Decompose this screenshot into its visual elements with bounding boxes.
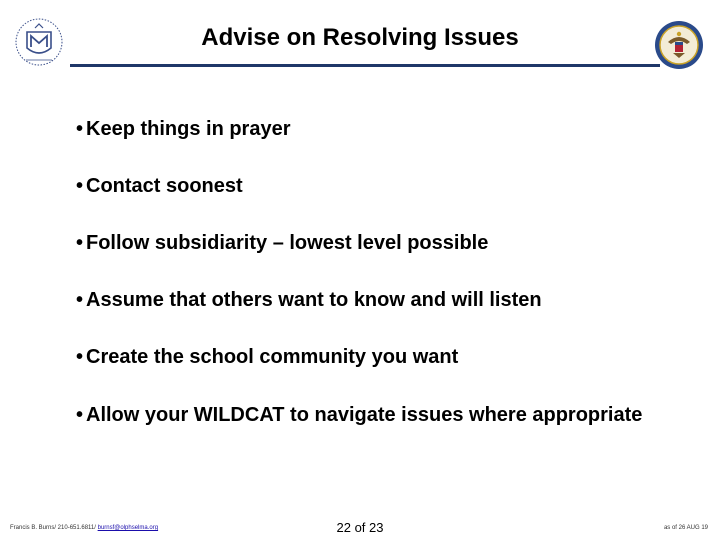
page-current: 22 (336, 520, 351, 535)
bullet-glyph: • (76, 118, 84, 140)
bullet-item (76, 173, 646, 199)
footer-date: as of 26 AUG 19 (663, 525, 708, 531)
bullet-text: Follow subsidiarity – lowest level possible (86, 232, 489, 254)
bullet-text: Keep things in prayer (86, 118, 291, 140)
bullet-glyph: • (76, 346, 84, 368)
bullet-text: Contact soonest (86, 175, 243, 197)
bullet-text: Create the school community you want (86, 346, 459, 368)
bullet-glyph: • (76, 232, 84, 254)
page-of: of (354, 520, 366, 535)
bullet-item (76, 402, 646, 428)
bullet-text: Allow your WILDCAT to navigate issues where appropriate (86, 404, 643, 426)
bullet-glyph: • (76, 175, 84, 197)
bullet-item (76, 287, 646, 313)
footer-email-link[interactable]: burnsf@olphselma.org (97, 525, 159, 531)
bullet-text: Assume that others want to know and will listen (86, 289, 542, 311)
bullet-item (76, 116, 646, 142)
bullet-item (76, 344, 646, 370)
bullet-glyph: • (76, 289, 84, 311)
footer-author: Francis B. Burns/ 210-651.6811/ (10, 525, 98, 531)
page-title: Advise on Resolving Issues (201, 24, 519, 51)
title-divider (70, 64, 660, 67)
bullet-glyph: • (76, 404, 84, 426)
bullet-item (76, 230, 646, 256)
page-total: 23 (369, 520, 384, 535)
page-number (0, 520, 720, 535)
